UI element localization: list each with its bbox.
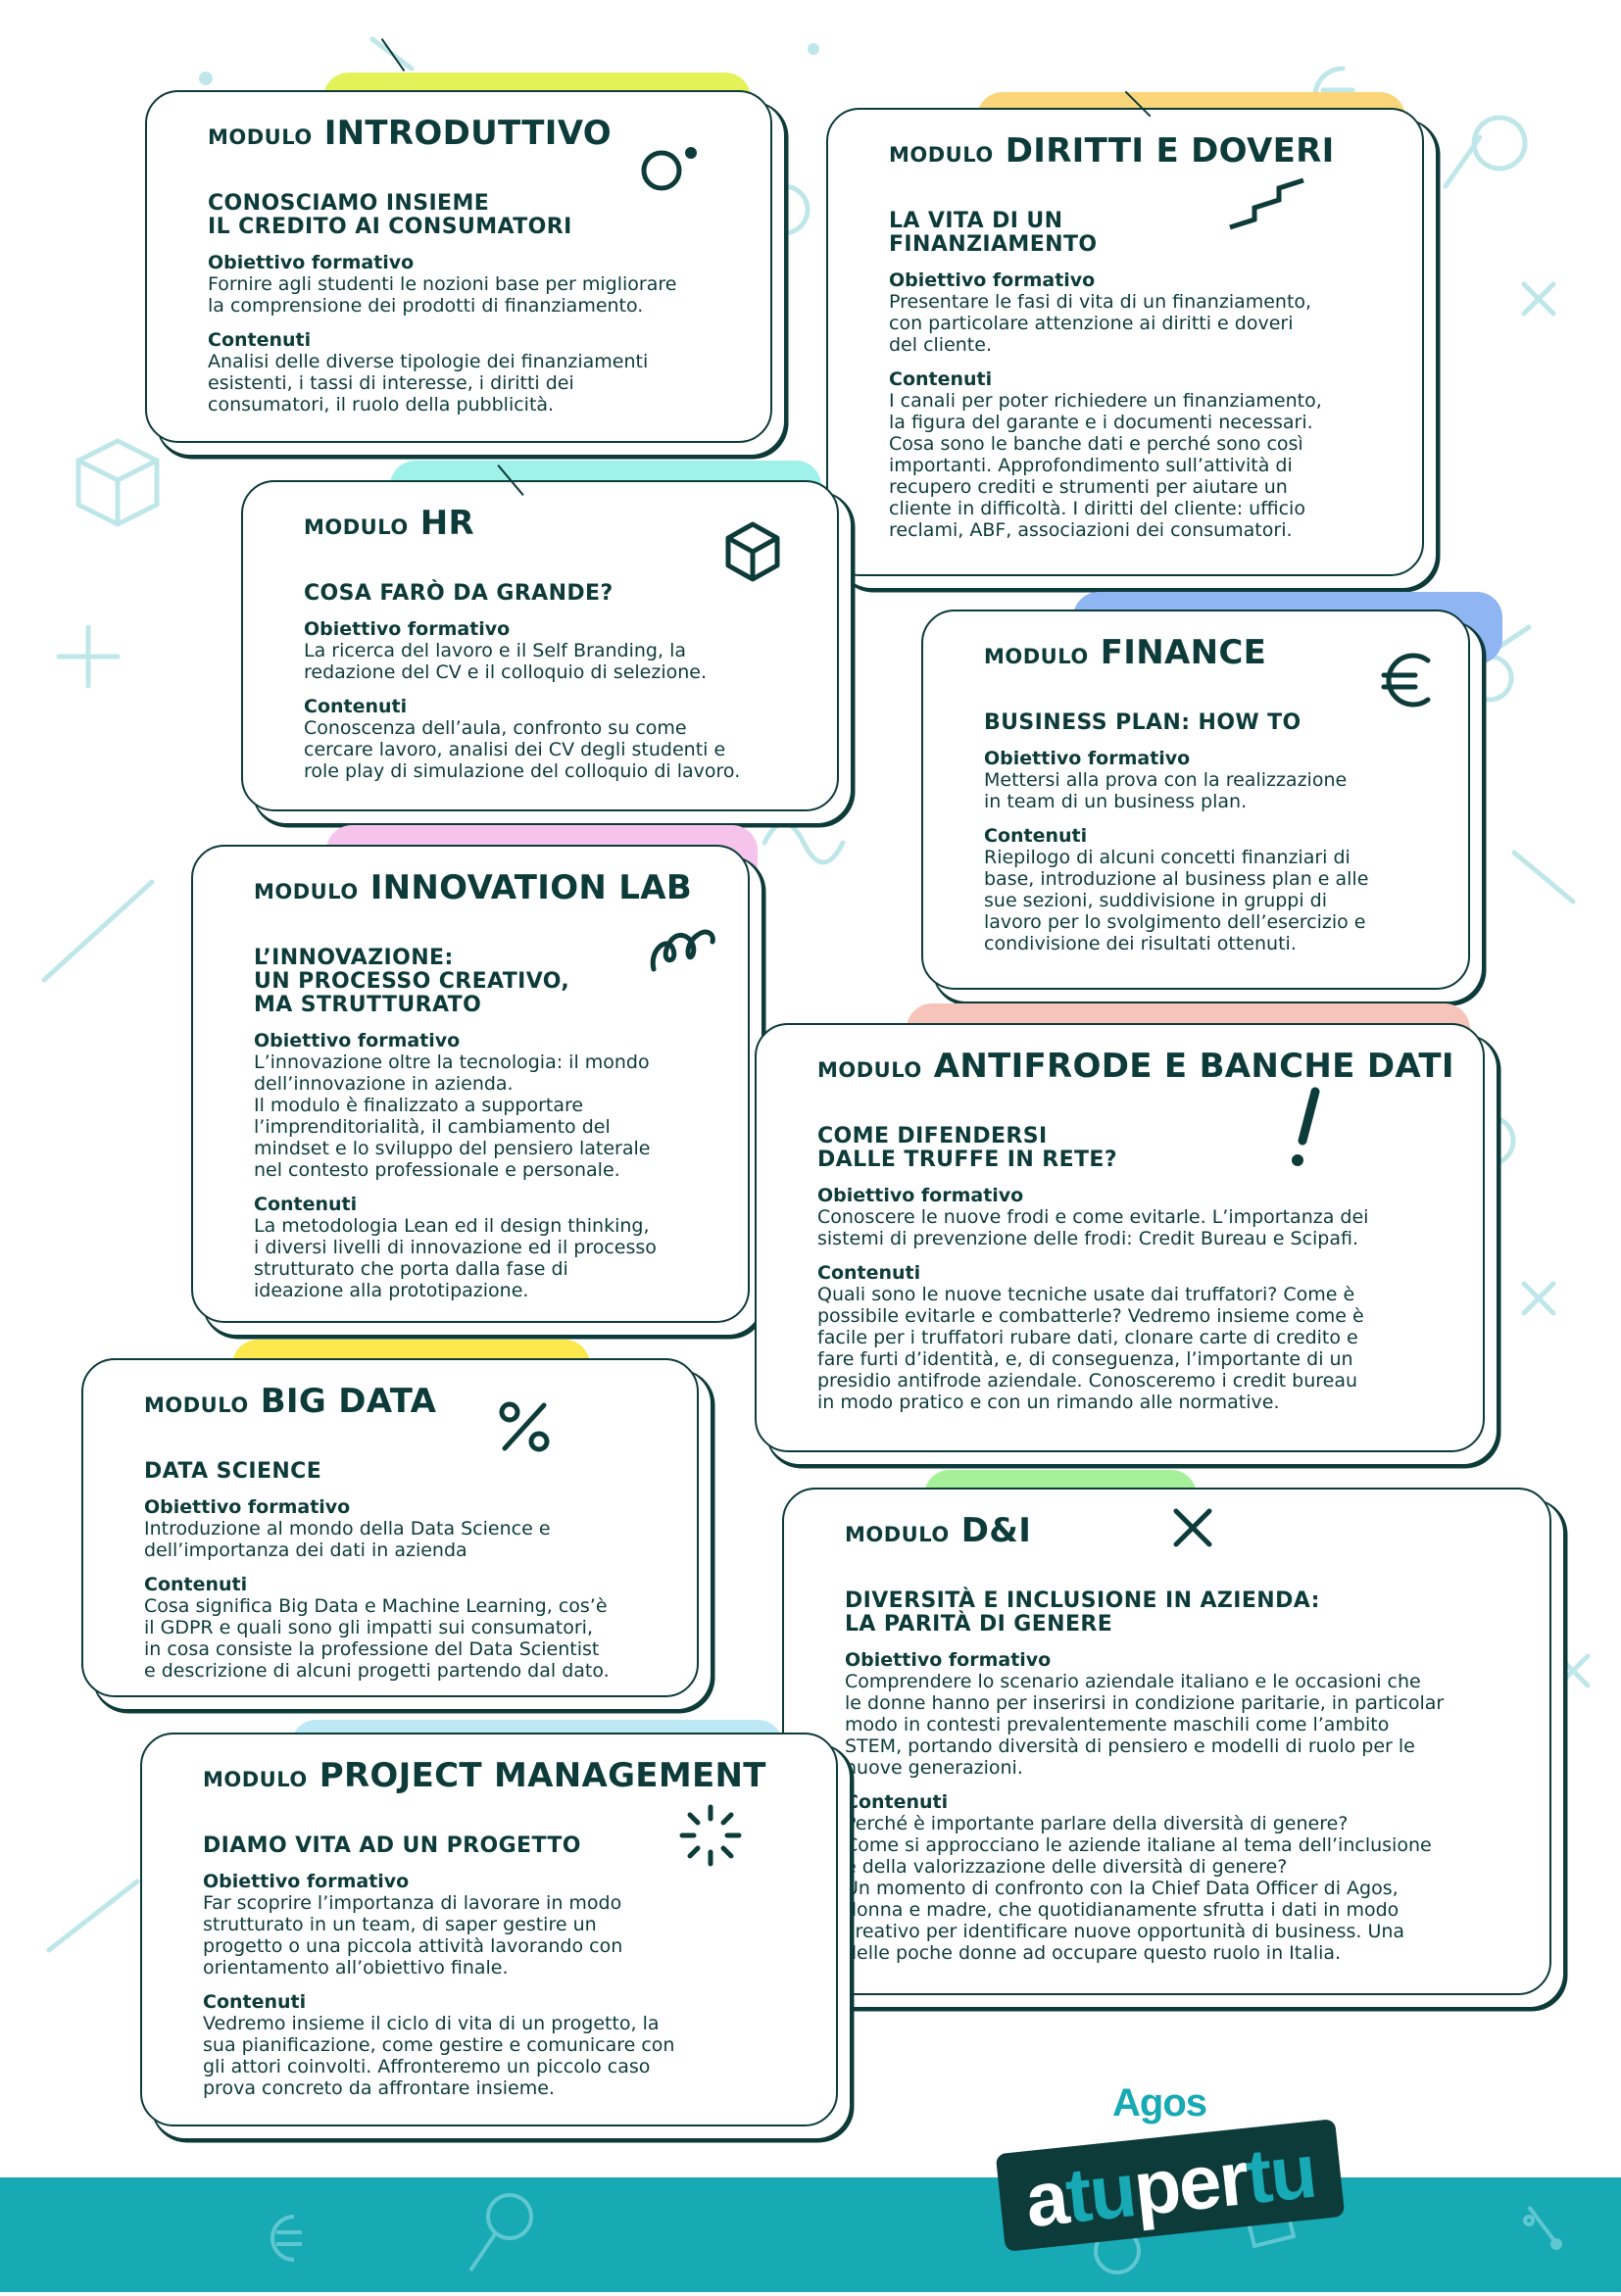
objective-label: Obiettivo formativo [817, 1185, 1024, 1206]
exclamation-icon [1281, 1084, 1330, 1172]
module-title: LA VITA DI UN FINANZIAMENTO [889, 209, 1098, 257]
contents-text: Riepilogo di alcuni concetti finanziari di base, introduzione al business plan e alle sue sezioni, suddivisione in gruppi di lavoro per lo svolgimento dell’esercizio e condivisione dei risultati ottenuti. [984, 847, 1369, 954]
contents-label: Contenuti [817, 1262, 921, 1284]
module-name: D&I [960, 1511, 1032, 1550]
module-card-antifrode [755, 1023, 1485, 1452]
contents-text: Cosa significa Big Data e Machine Learning, cos’è il GDPR e quali sono gli impatti sui consumatori, in cosa consiste la professione del Data Scientist e descrizione di alcuni progetti partendo dal dato. [144, 1595, 610, 1682]
module-name: ANTIFRODE E BANCHE DATI [933, 1047, 1454, 1086]
contents-label: Contenuti [304, 696, 408, 717]
contents-text: Perché è importante parlare della diversità di genere? Come si approcciano le aziende italiane al tema dell’inclusione e della valorizzazione delle diversità di genere? Un momento di confronto con la Chief Data Officer di Agos, donna e madre, che quotidianamente sfrutta i dati in modo creativo per identificare nuove opportunità di business. Una delle poche donne ad occupare questo ruolo in Italia. [845, 1813, 1432, 1964]
module-label: MODULO [304, 515, 409, 539]
agos-logo: Agos [1112, 2081, 1206, 2125]
module-label: MODULO [889, 143, 994, 167]
module-title: DIVERSITÀ E INCLUSIONE IN AZIENDA: LA PARITÀ DI GENERE [845, 1588, 1320, 1637]
module-heading [144, 1382, 669, 1441]
contents-text: Analisi delle diverse tipologie dei finanziamenti esistenti, i tassi di interesse, i diritti dei consumatori, il ruolo della pubblicità. [208, 351, 649, 415]
module-card-di [782, 1488, 1551, 1995]
module-heading [817, 1047, 1455, 1105]
module-name: DIRITTI E DOVERI [1005, 131, 1335, 171]
module-card-diritti [826, 108, 1424, 576]
objective-text: Comprendere lo scenario aziendale italiano e le occasioni che le donne hanno per inserirsi in condizione paritarie, in particolar modo in contesti prevalentemente maschili come l’ambito STEM, portando diversità di pensiero e modelli di ruolo per le nuove generazioni. [845, 1671, 1445, 1779]
module-label: MODULO [845, 1523, 950, 1546]
module-name: INTRODUTTIVO [323, 114, 612, 153]
logo-part-tu2: tu [1242, 2126, 1319, 2221]
footer-doodles [0, 2177, 1621, 2292]
module-title: DATA SCIENCE [144, 1459, 322, 1484]
module-card-bigdata [81, 1358, 699, 1697]
module-label: MODULO [817, 1058, 922, 1082]
contents-label: Contenuti [203, 1991, 307, 2013]
module-label: MODULO [203, 1768, 308, 1791]
module-label: MODULO [254, 880, 359, 904]
objective-label: Obiettivo formativo [845, 1649, 1052, 1671]
contents-label: Contenuti [845, 1791, 949, 1813]
objective-label: Obiettivo formativo [254, 1030, 461, 1051]
objective-label: Obiettivo formativo [144, 1496, 351, 1518]
objective-label: Obiettivo formativo [203, 1871, 410, 1892]
circle-dot-icon [637, 141, 706, 200]
footer-band [0, 2177, 1621, 2292]
module-label: MODULO [984, 645, 1089, 668]
objective-text: Introduzione al mondo della Data Science e dell’importanza dei dati in azienda [144, 1518, 551, 1561]
contents-text: Vedremo insieme il ciclo di vita di un progetto, la sua pianificazione, come gestire e comunicare con gli attori coinvolti. Affronteremo un piccolo caso prova concreto da affrontare insieme. [203, 2013, 675, 2099]
contents-text: La metodologia Lean ed il design thinking, i diversi livelli di innovazione ed il processo strutturato che porta dalla fase di ideazione alla prototipazione. [254, 1215, 657, 1301]
module-card-innovation [191, 845, 750, 1323]
contents-label: Contenuti [254, 1194, 358, 1215]
logo-part-per: per [1129, 2134, 1252, 2232]
contents-text: I canali per poter richiedere un finanziamento, la figura del garante e i documenti necessari. Cosa sono le banche dati e perché sono così importanti. Approfondimento sull’attività di recupero crediti e strumenti per aiutare un cliente in difficoltà. I diritti del cliente: ufficio reclami, ABF, associazioni dei consumatori. [889, 390, 1322, 541]
module-name: INNOVATION LAB [369, 868, 693, 907]
contents-label: Contenuti [984, 825, 1088, 847]
module-name: FINANCE [1100, 633, 1267, 672]
contents-label: Contenuti [889, 368, 993, 390]
objective-label: Obiettivo formativo [304, 618, 511, 640]
objective-text: Presentare le fasi di vita di un finanziamento, con particolare attenzione ai diritti e doveri del cliente. [889, 291, 1312, 356]
module-card-finance [921, 610, 1470, 990]
zigzag-icon [1225, 169, 1313, 237]
module-title: COSA FARÒ DA GRANDE? [304, 581, 614, 606]
module-name: PROJECT MANAGEMENT [319, 1756, 766, 1795]
cross-icon [1168, 1503, 1217, 1552]
logo-part-a: a [1021, 2153, 1071, 2244]
loop-icon [644, 910, 722, 979]
percent-icon [495, 1397, 554, 1456]
module-title: DIAMO VITA AD UN PROGETTO [203, 1833, 581, 1858]
module-name: HR [419, 504, 474, 543]
objective-text: L’innovazione oltre la tecnologia: il mondo dell’innovazione in azienda. Il modulo è finalizzato a supportare l’imprenditorialità, il cambiamento del mindset e lo sviluppo del pensiero laterale nel contesto professionale e personale. [254, 1051, 651, 1181]
module-name: BIG DATA [260, 1382, 437, 1421]
contents-text: Conoscenza dell’aula, confronto su come cercare lavoro, analisi dei CV degli studenti e role play di simulazione del colloquio di lavoro. [304, 717, 741, 782]
module-heading [889, 131, 1395, 190]
module-title: BUSINESS PLAN: HOW TO [984, 710, 1302, 735]
module-label: MODULO [144, 1393, 249, 1417]
euro-icon [1374, 646, 1443, 714]
contents-label: Contenuti [144, 1574, 248, 1595]
objective-text: Mettersi alla prova con la realizzazione in team di un business plan. [984, 769, 1348, 812]
objective-label: Obiettivo formativo [208, 252, 415, 273]
module-card-hr [241, 480, 839, 811]
module-heading [984, 633, 1441, 692]
objective-label: Obiettivo formativo [984, 748, 1191, 769]
objective-text: La ricerca del lavoro e il Self Branding, la redazione del CV e il colloquio di selezione. [304, 640, 708, 683]
module-card-introduttivo [145, 90, 772, 443]
module-title: L’INNOVAZIONE: UN PROCESSO CREATIVO, MA STRUTTURATO [254, 946, 570, 1017]
module-label: MODULO [208, 125, 313, 149]
contents-label: Contenuti [208, 329, 312, 351]
logo-part-tu: tu [1061, 2146, 1139, 2239]
objective-text: Fornire agli studenti le nozioni base per migliorare la comprensione dei prodotti di finanziamento. [208, 273, 677, 317]
objective-text: Conoscere le nuove frodi e come evitarle. L’importanza dei sistemi di prevenzione delle frodi: Credit Bureau e Scipafi. [817, 1206, 1369, 1249]
objective-label: Obiettivo formativo [889, 269, 1096, 291]
cube-icon [718, 516, 787, 585]
module-card-pm [140, 1733, 838, 2126]
burst-icon [676, 1801, 745, 1870]
module-title: COME DIFENDERSI DALLE TRUFFE IN RETE? [817, 1124, 1117, 1172]
module-title: CONOSCIAMO INSIEME IL CREDITO AI CONSUMATORI [208, 191, 572, 239]
contents-text: Quali sono le nuove tecniche usate dai truffatori? Come è possibile evitarle e combatterle? Vedremo insieme come è facile per i truffatori rubare dati, clonare carte di credito e fare furti d’identità, e, di conseguenza, l’importante di un presidio antifrode aziendale. Conosceremo i credit bureau in modo pratico e con un rimando alle normative. [817, 1284, 1364, 1413]
objective-text: Far scoprire l’importanza di lavorare in modo strutturato in un team, di saper gestire un progetto o una piccola attività lavorando con orientamento all’obiettivo finale. [203, 1892, 623, 1978]
